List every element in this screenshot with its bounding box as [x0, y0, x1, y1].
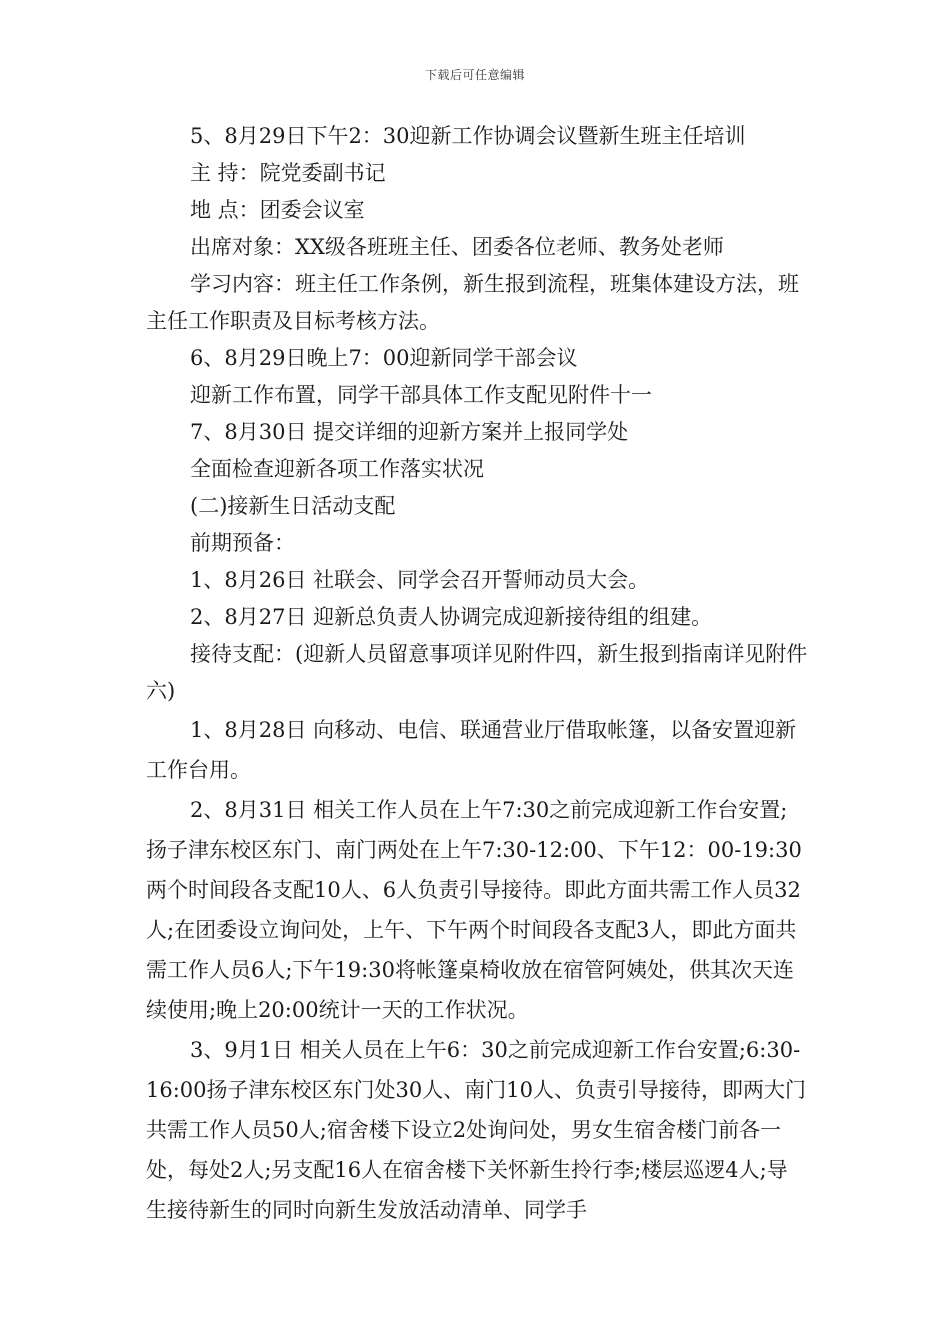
paragraph-meeting-6: 6、8月29日晚上7：00迎新同学干部会议	[190, 346, 578, 370]
paragraph-host: 主 持：院党委副书记	[190, 161, 386, 185]
paragraph-reception-3: 3、9月1日 相关人员在上午6：30之前完成迎新工作台安置;6:30-16:00扬子津东校区东门处30人、南门10人、负责引导接待，即两大门共需工作人员50人;宿舍楼下设立2处询问处，男女生宿舍楼门前各一处，每处2人;另支配16人在宿舍楼下关怀新生拎行李;楼层巡逻4人;导生接待新生的同时向新生发放活动清单、同学手	[146, 1038, 806, 1222]
paragraph-preparation-label: 前期预备：	[190, 531, 295, 555]
paragraph-location: 地 点：团委会议室	[190, 198, 365, 222]
paragraph-reception-arrangement: 接待支配：(迎新人员留意事项详见附件四，新生报到指南详见附件六)	[146, 642, 808, 703]
page-header-note: 下载后可任意编辑	[424, 68, 525, 82]
paragraph-work-arrangement: 迎新工作布置，同学干部具体工作支配见附件十一	[190, 383, 652, 407]
paragraph-item-7: 7、8月30日 提交详细的迎新方案并上报同学处	[190, 420, 629, 444]
paragraph-full-check: 全面检查迎新各项工作落实状况	[190, 457, 484, 481]
paragraph-reception-1: 1、8月28日 向移动、电信、联通营业厅借取帐篷，以备安置迎新工作台用。	[146, 718, 797, 782]
paragraph-meeting-5: 5、8月29日下午2：30迎新工作协调会议暨新生班主任培训	[190, 124, 746, 148]
paragraph-attendees: 出席对象：XX级各班班主任、团委各位老师、教务处老师	[190, 235, 724, 259]
paragraph-prep-2: 2、8月27日 迎新总负责人协调完成迎新接待组的组建。	[190, 605, 713, 629]
document-body	[146, 118, 808, 1230]
paragraph-reception-2: 2、8月31日 相关工作人员在上午7:30之前完成迎新工作台安置;扬子津东校区东门、南门两处在上午7:30-12:00、下午12：00-19:30两个时间段各支配10人、6人负责引导接待。即此方面共需工作人员32人;在团委设立询问处，上午、下午两个时间段各支配3人，即此方面共需工作人员6人;下午19:30将帐篷桌椅收放在宿管阿姨处，供其次天连续使用;晚上20:00统计一天的工作状况。	[146, 798, 802, 1022]
section-heading-reception-day: (二)接新生日活动支配	[190, 494, 396, 518]
paragraph-study-content: 学习内容：班主任工作条例，新生报到流程，班集体建设方法，班主任工作职责及目标考核方法。	[146, 272, 799, 333]
paragraph-prep-1: 1、8月26日 社联会、同学会召开誓师动员大会。	[190, 568, 650, 592]
